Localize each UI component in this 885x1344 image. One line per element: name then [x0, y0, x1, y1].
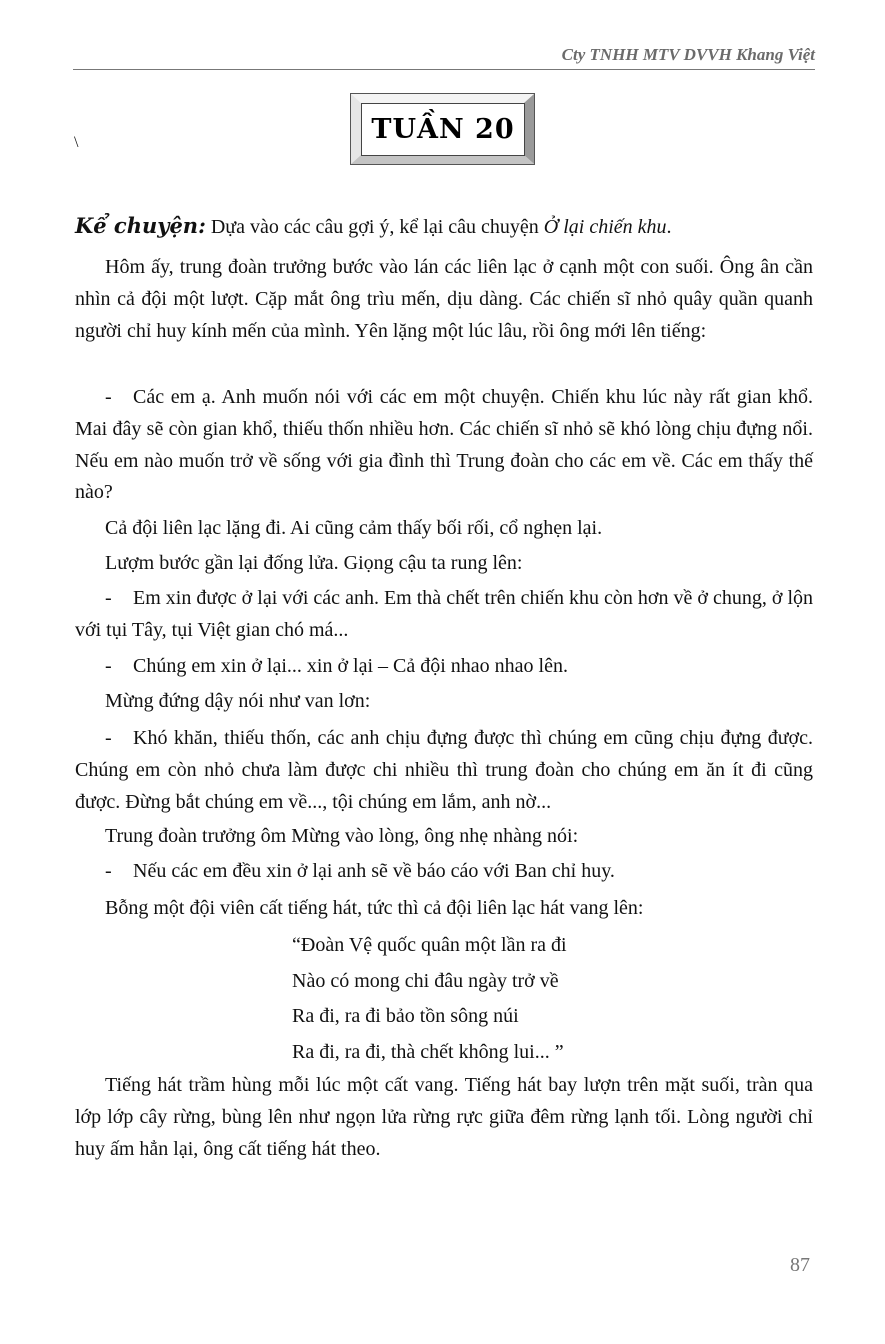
paragraph-text: Bỗng một đội viên cất tiếng hát, tức thì cả đội liên lạc hát vang lên:: [105, 897, 644, 919]
paragraph-text: Trung đoàn trưởng ôm Mừng vào lòng, ông nhẹ nhàng nói:: [105, 825, 579, 847]
paragraph: [75, 723, 813, 818]
verse-line: Ra đi, ra đi, thà chết không lui... ”: [292, 1040, 564, 1063]
paragraph-text: Khó khăn, thiếu thốn, các anh chịu đựng được thì chúng em cũng chịu đựng được. Chúng em còn nhỏ chưa làm được chi nhiều thì trung đoàn cho chúng em ăn ít đi cũng được. Đừng bắt chúng em về..., tội chúng em lắm, anh nờ...: [75, 727, 813, 813]
week-title: TUẦN 20: [361, 103, 525, 156]
paragraph: [75, 513, 813, 545]
paragraph-text: Cả đội liên lạc lặng đi. Ai cũng cảm thấy bối rối, cổ nghẹn lại.: [105, 517, 603, 539]
running-header: Cty TNHH MTV DVVH Khang Việt: [561, 45, 815, 64]
dialogue-dash: -: [105, 655, 112, 677]
paragraph: [75, 821, 813, 853]
paragraph: [75, 548, 813, 580]
paragraph: [75, 651, 813, 683]
dialogue-dash: -: [105, 386, 112, 408]
dialogue-dash: -: [105, 587, 112, 609]
paragraph: [75, 382, 813, 509]
paragraph: [75, 686, 813, 718]
paragraph-text: Các em ạ. Anh muốn nói với các em một chuyện. Chiến khu lúc này rất gian khổ. Mai đây sẽ còn gian khổ, thiếu thốn nhiều hơn. Các chiến sĩ nhỏ sẽ khó lòng chịu đựng nổi. Nếu em nào muốn trở về sống với gia đình thì Trung đoàn cho các em về. Các em thấy thế nào?: [75, 386, 813, 504]
paragraph-text: Tiếng hát trầm hùng mỗi lúc một cất vang. Tiếng hát bay lượn trên mặt suối, tràn qua lớp lớp cây rừng, bùng lên như ngọn lửa rừng rực giữa đêm rừng lạnh tối. Lòng người chỉ huy ấm hẳn lại, ông cất tiếng hát theo.: [75, 1074, 813, 1160]
section-instruction: Dựa vào các câu gợi ý, kể lại câu chuyện: [210, 216, 544, 238]
week-title-box: [350, 93, 535, 165]
paragraph: [75, 1070, 813, 1165]
section-label: Kể chuyện:: [75, 213, 206, 238]
song-verse: [292, 928, 567, 1070]
paragraph: [75, 583, 813, 647]
dialogue-dash: -: [105, 860, 112, 882]
verse-line: Ra đi, ra đi bảo tồn sông núi: [292, 1005, 519, 1028]
paragraph-text: Chúng em xin ở lại... xin ở lại – Cả đội nhao nhao lên.: [133, 655, 568, 677]
paragraph-text: Mừng đứng dậy nói như van lơn:: [105, 690, 371, 712]
page-number: 87: [790, 1254, 810, 1276]
paragraph-text: Lượm bước gần lại đống lửa. Giọng cậu ta rung lên:: [105, 552, 523, 574]
stray-mark: \: [74, 134, 79, 151]
paragraph: [75, 252, 813, 347]
verse-line: “Đoàn Vệ quốc quân một lần ra đi: [292, 934, 567, 956]
section-end: .: [666, 216, 672, 238]
paragraph: [75, 893, 813, 925]
paragraph-text: Hôm ấy, trung đoàn trưởng bước vào lán các liên lạc ở cạnh một con suối. Ông ân cần nhìn cả đội một lượt. Cặp mắt ông trìu mến, dịu dàng. Các chiến sĩ nhỏ quây quần quanh người chỉ huy kính mến của mình. Yên lặng một lúc lâu, rồi ông mới lên tiếng:: [75, 256, 813, 342]
story-title: Ở lại chiến khu: [543, 216, 667, 238]
section-heading: [75, 213, 672, 239]
verse-line: Nào có mong chi đâu ngày trở về: [292, 969, 559, 992]
paragraph-text: Nếu các em đều xin ở lại anh sẽ về báo cáo với Ban chỉ huy.: [133, 860, 615, 882]
header-rule: [73, 69, 815, 70]
paragraph-text: Em xin được ở lại với các anh. Em thà chết trên chiến khu còn hơn về ở chung, ở lộn với tụi Tây, tụi Việt gian chó má...: [75, 587, 813, 641]
dialogue-dash: -: [105, 727, 112, 749]
paragraph: [75, 856, 813, 888]
